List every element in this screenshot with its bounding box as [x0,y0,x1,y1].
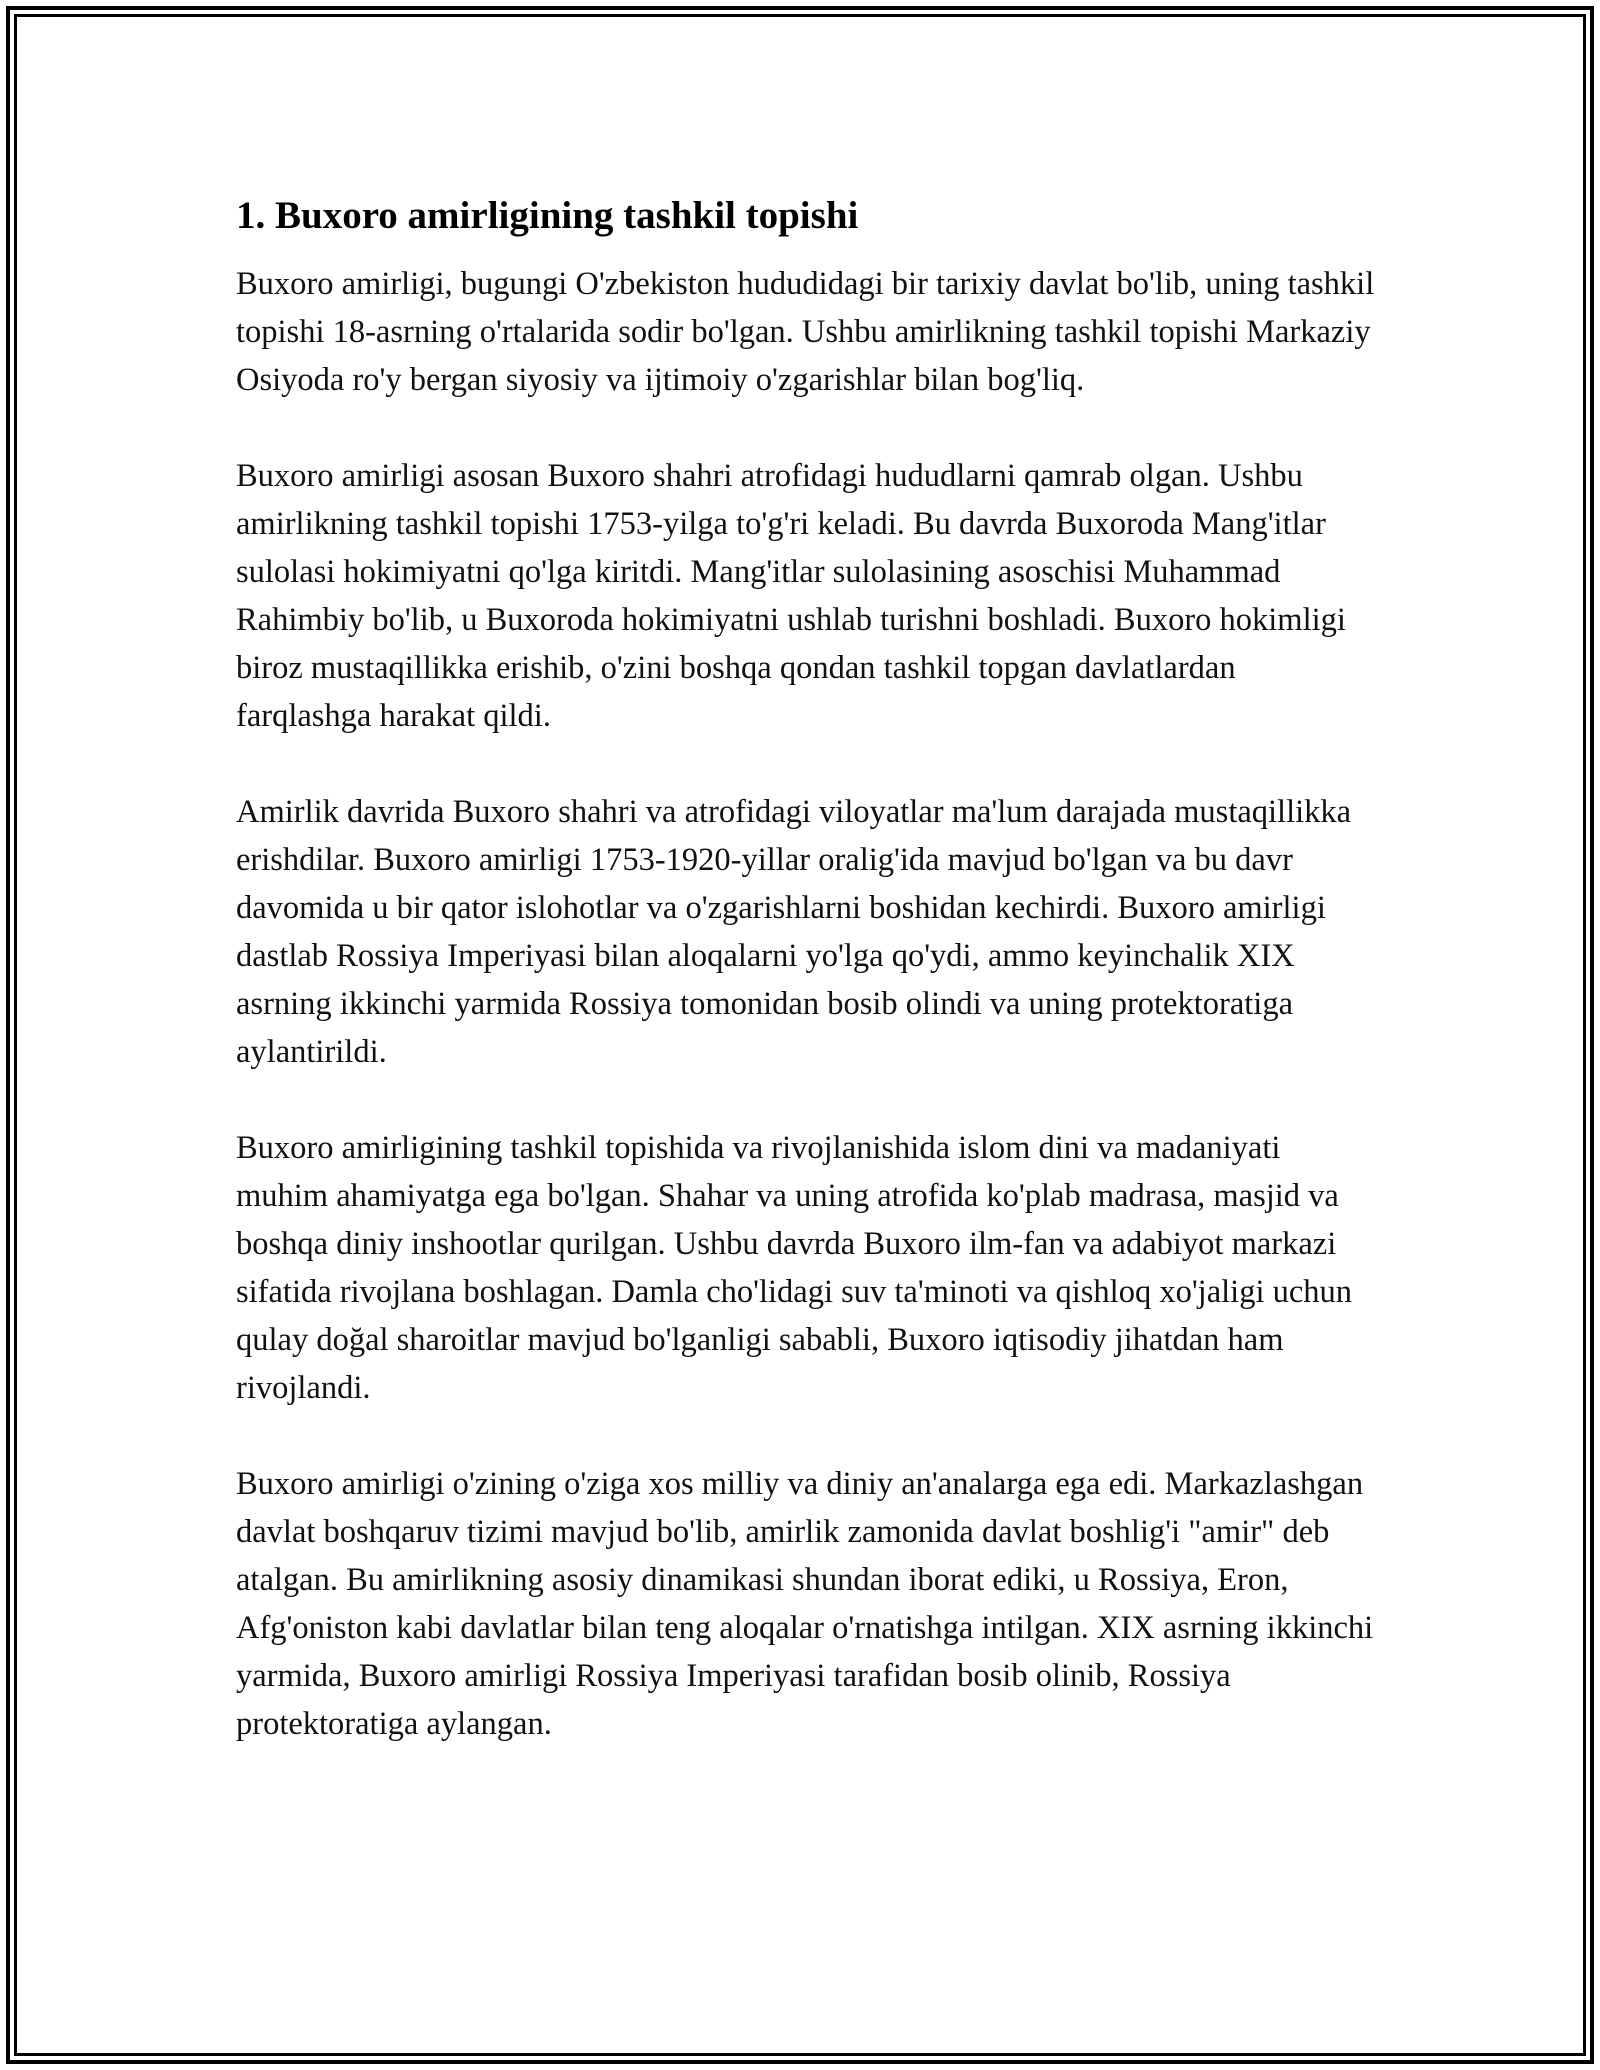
document-body [236,180,1376,1796]
paragraph-1: Buxoro amirligi, bugungi O'zbekiston hududidagi bir tarixiy davlat bo'lib, uning tashkil topishi 18-asrning o'rtalarida sodir bo'lgan. Ushbu amirlikning tashkil topishi Markaziy Osiyoda ro'y bergan siyosiy va ijtimoiy o'zgarishlar bilan bog'liq. [236,266,1375,398]
section-heading: 1. Buxoro amirligining tashkil topishi [236,194,859,237]
paragraph-4: Buxoro amirligining tashkil topishida va rivojlanishida islom dini va madaniyati muhim ahamiyatga ega bo'lgan. Shahar va uning atrofida ko'plab madrasa, masjid va boshqa diniy inshootlar qurilgan. Ushbu davrda Buxoro ilm-fan va adabiyot markazi sifatida rivojlana boshlagan. Damla cho'lidagi suv ta'minoti va qishloq xo'jaligi uchun qulay doğal sharoitlar mavjud bo'lganligi sababli, Buxoro iqtisodiy jihatdan ham rivojlandi. [236,1130,1353,1406]
paragraph-5: Buxoro amirligi o'zining o'ziga xos milliy va diniy an'analarga ega edi. Markazlashgan davlat boshqaruv tizimi mavjud bo'lib, amirlik zamonida davlat boshlig'i "amir" deb atalgan. Bu amirlikning asosiy dinamikasi shundan iborat ediki, u Rossiya, Eron, Afg'oniston kabi davlatlar bilan teng aloqalar o'rnatishga intilgan. XIX asrning ikkinchi yarmida, Buxoro amirligi Rossiya Imperiyasi tarafidan bosib olinib, Rossiya protektoratiga aylangan. [236,1466,1374,1742]
paragraph-3: Amirlik davrida Buxoro shahri va atrofidagi viloyatlar ma'lum darajada mustaqillikka erishdilar. Buxoro amirligi 1753-1920-yillar oralig'ida mavjud bo'lgan va bu davr davomida u bir qator islohotlar va o'zgarishlarni boshidan kechirdi. Buxoro amirligi dastlab Rossiya Imperiyasi bilan aloqalarni yo'lga qo'ydi, ammo keyinchalik XIX asrning ikkinchi yarmida Rossiya tomonidan bosib olindi va uning protektoratiga aylantirildi. [236,794,1352,1070]
paragraph-2: Buxoro amirligi asosan Buxoro shahri atrofidagi hududlarni qamrab olgan. Ushbu amirlikning tashkil topishi 1753-yilga to'g'ri keladi. Bu davrda Buxoroda Mang'itlar sulolasi hokimiyatni qo'lga kiritdi. Mang'itlar sulolasining asoschisi Muhammad Rahimbiy bo'lib, u Buxoroda hokimiyatni ushlab turishni boshladi. Buxoro hokimligi biroz mustaqillikka erishib, o'zini boshqa qondan tashkil topgan davlatlardan farqlashga harakat qildi. [236,458,1346,734]
